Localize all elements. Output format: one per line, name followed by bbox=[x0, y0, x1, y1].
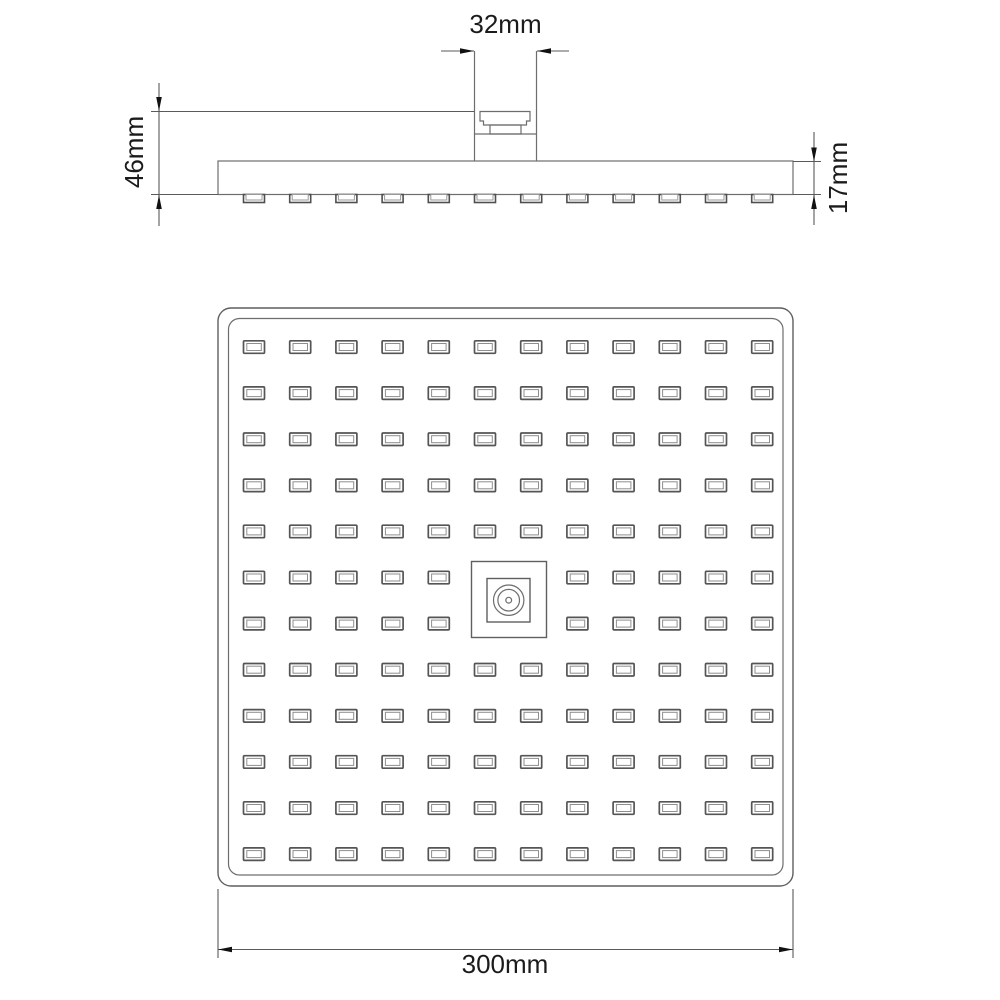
nozzle-inner bbox=[385, 758, 400, 765]
nozzle-inner bbox=[755, 482, 770, 489]
side-nozzle-inner bbox=[292, 195, 308, 201]
nozzle-inner bbox=[570, 620, 585, 627]
center-inlet bbox=[472, 562, 547, 638]
nozzle-inner bbox=[247, 851, 261, 858]
nozzle-inner bbox=[663, 390, 678, 397]
nozzle-inner bbox=[524, 805, 539, 812]
nozzle-inner bbox=[570, 666, 585, 673]
nozzle-inner bbox=[293, 574, 308, 581]
nozzle-inner bbox=[524, 482, 539, 489]
nozzle-inner bbox=[709, 758, 724, 765]
nozzle-inner bbox=[709, 436, 724, 443]
arrow-left-icon bbox=[537, 48, 551, 54]
nozzle-inner bbox=[755, 528, 770, 535]
nozzle-inner bbox=[663, 436, 678, 443]
nozzle-inner bbox=[478, 528, 493, 535]
arrow-right-icon bbox=[779, 947, 793, 953]
nozzle-inner bbox=[570, 436, 585, 443]
side-nozzle-inner bbox=[523, 195, 539, 201]
nozzle-inner bbox=[293, 528, 308, 535]
nozzle-inner bbox=[663, 712, 678, 719]
nozzle-inner bbox=[478, 666, 493, 673]
nozzle-inner bbox=[432, 436, 447, 443]
nozzle-inner bbox=[755, 390, 770, 397]
nozzle-inner bbox=[247, 620, 261, 627]
arrow-up-icon bbox=[811, 195, 817, 209]
nozzle-inner bbox=[709, 574, 724, 581]
nozzle-inner bbox=[755, 344, 770, 351]
nozzle-inner bbox=[432, 758, 447, 765]
nozzle-inner bbox=[524, 666, 539, 673]
nozzle-inner bbox=[616, 574, 631, 581]
nozzle-inner bbox=[524, 436, 539, 443]
nozzle-inner bbox=[478, 390, 493, 397]
nozzle-inner bbox=[524, 851, 539, 858]
center-outer-square bbox=[472, 562, 547, 638]
nozzle-inner bbox=[616, 390, 631, 397]
center-inner-circle bbox=[498, 589, 520, 611]
nozzle-inner bbox=[570, 851, 585, 858]
nozzle-inner bbox=[385, 390, 400, 397]
nozzle-inner bbox=[339, 574, 354, 581]
nozzle-inner bbox=[293, 620, 308, 627]
nozzle-inner bbox=[478, 436, 493, 443]
pipe-width-dimension bbox=[441, 9, 569, 54]
arrow-down-icon bbox=[156, 97, 162, 111]
nozzle-inner bbox=[755, 666, 770, 673]
nozzle-inner bbox=[385, 666, 400, 673]
nozzle-inner bbox=[247, 482, 261, 489]
nozzle-inner bbox=[663, 620, 678, 627]
nozzle-inner bbox=[247, 528, 261, 535]
nozzle-inner bbox=[293, 436, 308, 443]
nozzle-inner bbox=[293, 712, 308, 719]
nozzle-inner bbox=[616, 482, 631, 489]
connector-flange bbox=[480, 112, 530, 126]
nozzle-inner bbox=[570, 344, 585, 351]
nozzle-inner bbox=[339, 528, 354, 535]
nozzle-inner bbox=[432, 805, 447, 812]
nozzle-inner bbox=[247, 666, 261, 673]
nozzle-inner bbox=[247, 712, 261, 719]
nozzle-inner bbox=[616, 344, 631, 351]
nozzle-inner bbox=[293, 344, 308, 351]
nozzle-inner bbox=[709, 482, 724, 489]
nozzle-inner bbox=[663, 758, 678, 765]
nozzle-inner bbox=[385, 436, 400, 443]
nozzle-inner bbox=[339, 436, 354, 443]
center-dot bbox=[506, 597, 512, 603]
nozzle-inner bbox=[293, 805, 308, 812]
nozzle-inner bbox=[709, 712, 724, 719]
nozzle-inner bbox=[478, 712, 493, 719]
nozzle-inner bbox=[385, 620, 400, 627]
nozzle-inner bbox=[385, 851, 400, 858]
nozzle-inner bbox=[432, 666, 447, 673]
nozzle-inner bbox=[385, 712, 400, 719]
nozzle-inner bbox=[432, 390, 447, 397]
nozzle-inner bbox=[616, 805, 631, 812]
nozzle-inner bbox=[524, 712, 539, 719]
face-width-label: 300mm bbox=[461, 949, 549, 979]
nozzle-inner bbox=[385, 344, 400, 351]
nozzle-inner bbox=[293, 666, 308, 673]
nozzle-inner bbox=[478, 482, 493, 489]
nozzle-inner bbox=[709, 528, 724, 535]
nozzle-inner bbox=[339, 390, 354, 397]
plate-thickness-label: 17mm bbox=[823, 141, 853, 215]
side-nozzle-inner bbox=[431, 195, 447, 201]
side-nozzle-inner bbox=[338, 195, 354, 201]
nozzle-inner bbox=[339, 666, 354, 673]
nozzle-inner bbox=[663, 574, 678, 581]
nozzle-inner bbox=[247, 436, 261, 443]
nozzle-inner bbox=[709, 620, 724, 627]
nozzle-inner bbox=[385, 805, 400, 812]
nozzle-inner bbox=[755, 805, 770, 812]
nozzle-inner bbox=[293, 851, 308, 858]
side-plate-outline bbox=[218, 161, 793, 195]
face-width-dimension bbox=[218, 889, 793, 979]
nozzle-inner bbox=[570, 390, 585, 397]
nozzle-inner bbox=[663, 482, 678, 489]
nozzle-inner bbox=[709, 666, 724, 673]
side-nozzle-inner bbox=[569, 195, 585, 201]
nozzle-inner bbox=[755, 436, 770, 443]
nozzle-inner bbox=[709, 344, 724, 351]
nozzle-inner bbox=[247, 758, 261, 765]
side-nozzle-inner bbox=[246, 195, 262, 201]
arrow-up-icon bbox=[156, 195, 162, 209]
nozzle-inner bbox=[570, 574, 585, 581]
nozzle-inner bbox=[616, 528, 631, 535]
nozzle-inner bbox=[293, 482, 308, 489]
side-nozzle-row bbox=[244, 195, 773, 203]
nozzle-inner bbox=[570, 712, 585, 719]
nozzle-inner bbox=[663, 528, 678, 535]
nozzle-inner bbox=[616, 620, 631, 627]
nozzle-inner bbox=[616, 666, 631, 673]
face-inner-outline bbox=[229, 319, 784, 876]
nozzle-inner bbox=[339, 712, 354, 719]
nozzle-inner bbox=[663, 666, 678, 673]
nozzle-inner bbox=[293, 758, 308, 765]
nozzle-inner bbox=[524, 758, 539, 765]
nozzle-inner bbox=[339, 344, 354, 351]
nozzle-inner bbox=[247, 574, 261, 581]
side-nozzle-inner bbox=[385, 195, 401, 201]
nozzle-inner bbox=[570, 528, 585, 535]
arrow-right-icon bbox=[460, 48, 474, 54]
nozzle-inner bbox=[755, 574, 770, 581]
pipe-width-label: 32mm bbox=[469, 9, 542, 39]
nozzle-inner bbox=[709, 390, 724, 397]
nozzle-inner bbox=[755, 758, 770, 765]
nozzle-inner bbox=[616, 436, 631, 443]
nozzle-inner bbox=[339, 482, 354, 489]
nozzle-inner bbox=[293, 390, 308, 397]
nozzle-inner bbox=[616, 712, 631, 719]
total-height-label: 46mm bbox=[119, 115, 149, 189]
nozzle-inner bbox=[432, 482, 447, 489]
nozzle-inner bbox=[663, 805, 678, 812]
nozzle-inner bbox=[570, 805, 585, 812]
nozzle-inner bbox=[339, 758, 354, 765]
side-nozzle-inner bbox=[754, 195, 770, 201]
nozzle-inner bbox=[478, 758, 493, 765]
nozzle-inner bbox=[385, 528, 400, 535]
nozzle-inner bbox=[432, 712, 447, 719]
nozzle-inner bbox=[570, 758, 585, 765]
nozzle-inner bbox=[432, 574, 447, 581]
nozzle-inner bbox=[478, 344, 493, 351]
nozzle-inner bbox=[247, 344, 261, 351]
nozzle-inner bbox=[709, 805, 724, 812]
nozzle-inner bbox=[570, 482, 585, 489]
nozzle-inner bbox=[524, 344, 539, 351]
connector-neck bbox=[490, 125, 521, 134]
nozzle-inner bbox=[524, 528, 539, 535]
nozzle-inner bbox=[432, 528, 447, 535]
nozzle-inner bbox=[478, 851, 493, 858]
nozzle-inner bbox=[247, 805, 261, 812]
nozzle-inner bbox=[524, 390, 539, 397]
nozzle-inner bbox=[709, 851, 724, 858]
nozzle-inner bbox=[755, 620, 770, 627]
side-nozzle-inner bbox=[708, 195, 724, 201]
side-nozzle-inner bbox=[616, 195, 632, 201]
nozzle-inner bbox=[616, 758, 631, 765]
arrow-left-icon bbox=[218, 947, 232, 953]
side-nozzle-inner bbox=[662, 195, 678, 201]
plate-thickness-dimension bbox=[793, 132, 853, 225]
nozzle-inner bbox=[385, 482, 400, 489]
nozzle-inner bbox=[339, 851, 354, 858]
total-height-dimension bbox=[119, 83, 474, 226]
nozzle-inner bbox=[755, 712, 770, 719]
nozzle-inner bbox=[616, 851, 631, 858]
nozzle-inner bbox=[755, 851, 770, 858]
nozzle-inner bbox=[663, 344, 678, 351]
nozzle-inner bbox=[339, 620, 354, 627]
side-view bbox=[119, 9, 853, 226]
nozzle-inner bbox=[432, 851, 447, 858]
nozzle-inner bbox=[663, 851, 678, 858]
face-view bbox=[218, 308, 793, 979]
nozzle-inner bbox=[385, 574, 400, 581]
nozzle-inner bbox=[432, 620, 447, 627]
arrow-down-icon bbox=[811, 148, 817, 162]
nozzle-inner bbox=[478, 805, 493, 812]
nozzle-inner bbox=[339, 805, 354, 812]
nozzle-inner bbox=[247, 390, 261, 397]
face-nozzle-grid bbox=[244, 341, 773, 861]
side-nozzle-inner bbox=[477, 195, 493, 201]
nozzle-inner bbox=[432, 344, 447, 351]
